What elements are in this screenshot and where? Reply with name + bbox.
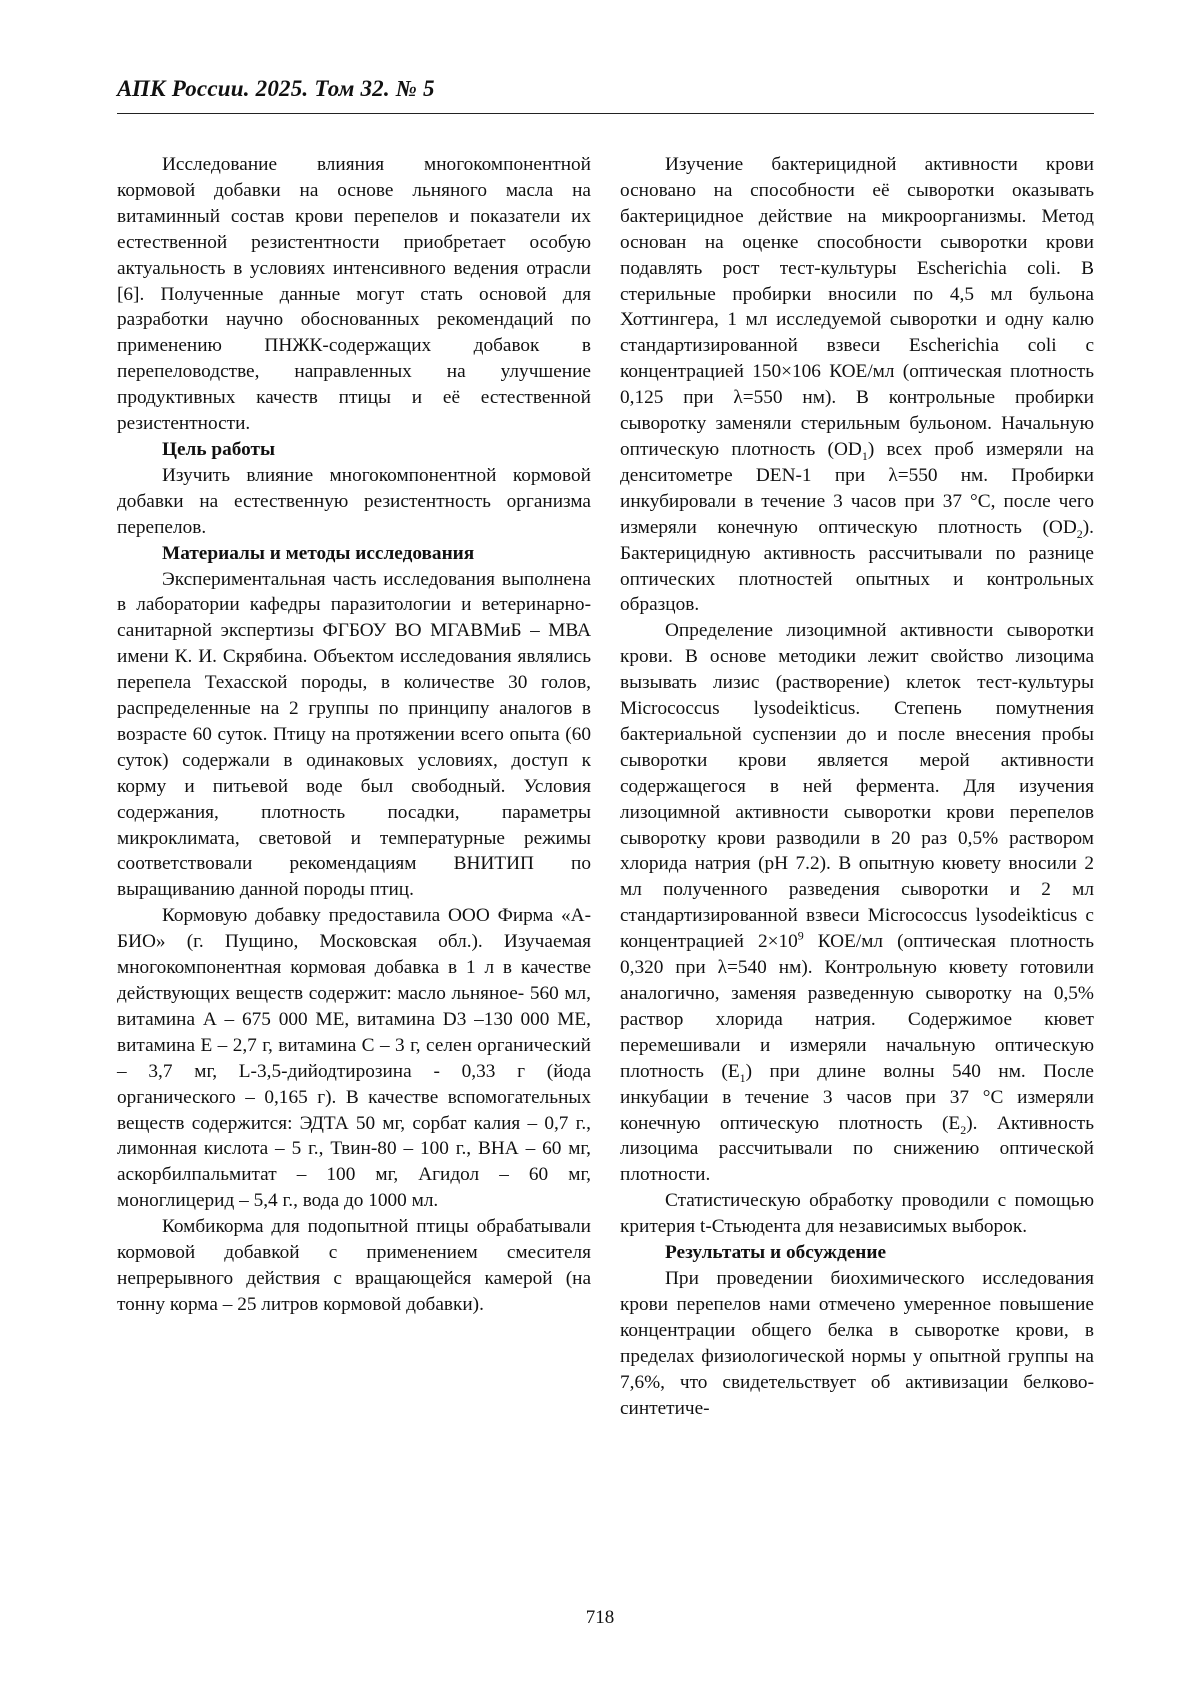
left-column bbox=[117, 152, 591, 1318]
text-span: Определение лизоцимной активности сыворотки крови. В основе методики лежит свойство лизоцима вызывать лизис (растворение) клеток тест-культуры Micrococcus lysodeikticus. Степень помутнения бактериальной суспензии до и после внесения пробы сыворотки крови является мерой активности содержащегося в ней фермента. Для изучения лизоцимной активности сыворотки крови перепелов сыворотку крови разводили в 20 раз 0,5% раствором хлорида натрия (рН 7.2). В опытную кювету вносили 2 мл полученного разведения сыворотки и 2 мл стандартизированной взвеси Micrococcus lysodeikticus с концентрацией 2×10 bbox=[620, 620, 1094, 953]
subscript: 2 bbox=[960, 1122, 967, 1137]
paragraph-results: При проведении биохимического исследования крови перепелов нами отмечено умеренное повышение концентрации общего белка в сыворотке крови, в пределах физиологической нормы у опытной группы на 7,6%, что свидетельствует об активизации белково-синтетиче- bbox=[620, 1267, 1094, 1419]
subscript: 2 bbox=[1076, 526, 1083, 541]
heading-methods: Материалы и методы исследования bbox=[162, 542, 475, 564]
subscript: 1 bbox=[861, 448, 868, 463]
text-span: КОЕ/мл (оптическая плотность 0,320 при λ=540 нм). Контрольную кювету готовили аналогично, заменяя разведенную сыворотку на 0,5% раствор хлорида натрия. Содержимое кювет перемешивали и измеряли начальную оптическую плотность (Е bbox=[620, 931, 1094, 1082]
superscript: 9 bbox=[797, 928, 804, 943]
text-span: ) всех проб измеряли на денситометре DEN-1 при λ=550 нм. Пробирки инкубировали в течение 3 часов при 37 °С, после чего измеряли конечную оптическую плотность (OD bbox=[620, 438, 1094, 538]
paragraph-experiment: Экспериментальная часть исследования выполнена в лаборатории кафедры паразитологии и ветеринарно-санитарной экспертизы ФГБОУ ВО МГАВМиБ – МВА имени К. И. Скрябина. Объектом исследования являлись перепела Техасской породы, в количестве 30 голов, распределенные на 2 группы по принципу аналогов в возрасте 60 суток. Птицу на протяжении всего опыта (60 суток) содержали в одинаковых условиях, доступ к корму и питьевой воде был свободный. Условия содержания, плотность посадки, параметры микроклимата, световой и температурные режимы соответствовали рекомендациям ВНИТИП по выращиванию данной породы птиц. bbox=[117, 568, 591, 901]
subscript: 1 bbox=[739, 1070, 746, 1085]
paragraph-feed: Комбикорма для подопытной птицы обрабатывали кормовой добавкой с применением смесителя непрерывного действия с вращающейся камерой (на тонну корма – 25 литров кормовой добавки). bbox=[117, 1216, 591, 1315]
paragraph-statistics: Статистическую обработку проводили с помощью критерия t-Стьюдента для независимых выборок. bbox=[620, 1190, 1094, 1238]
text-span: ). Бактерицидную активность рассчитывали по разнице оптических плотностей опытных и контрольных образцов. bbox=[620, 516, 1094, 616]
right-column bbox=[620, 152, 1094, 1421]
journal-title: АПК России. 2025. Том 32. № 5 bbox=[117, 76, 435, 101]
heading-results: Результаты и обсуждение bbox=[665, 1242, 887, 1264]
text-span: Изучение бактерицидной активности крови основано на способности её сыворотки оказывать бактерицидное действие на микроорганизмы. Метод основан на оценке способности сыворотки крови подавлять рост тест-культуры Escherichia coli. В стерильные пробирки вносили по 4,5 мл бульона Хоттингера, 1 мл исследуемой сыворотки и одну калю стандартизированной взвеси Escherichia coli с концентрацией 150×106 КОЕ/мл (оптическая плотность 0,125 при λ=550 нм). В контрольные пробирки сыворотку заменяли стерильным бульоном. Начальную оптическую плотность (OD bbox=[620, 154, 1094, 460]
page-number: 718 bbox=[585, 1607, 615, 1628]
text-span: ) при длине волны 540 нм. После инкубации в течение 3 часов при 37 °С измеряли конечную оптическую плотность (Е bbox=[620, 1060, 1094, 1134]
running-header bbox=[117, 76, 1094, 102]
paragraph-goal: Изучить влияние многокомпонентной кормовой добавки на естественную резистентность организма перепелов. bbox=[117, 464, 591, 538]
header-divider bbox=[117, 113, 1094, 114]
paragraph-bactericidal bbox=[620, 152, 1094, 618]
text-span: ). Активность лизоцима рассчитывали по снижению оптической плотности. bbox=[620, 1112, 1094, 1186]
paragraph-intro: Исследование влияния многокомпонентной кормовой добавки на основе льняного масла на витаминный состав крови перепелов и показатели их естественной резистентности приобретает особую актуальность в условиях интенсивного ведения отрасли [6]. Полученные данные могут стать основой для разработки научно обоснованных рекомендаций по применению ПНЖК-содержащих добавок в перепеловодстве, направленных на улучшение продуктивных качеств птицы и её естественной резистентности. bbox=[117, 154, 591, 435]
paragraph-additive: Кормовую добавку предоставила ООО Фирма «А-БИО» (г. Пущино, Московская обл.). Изучаемая многокомпонентная кормовая добавка в 1 л в качестве действующих веществ содержит: масло льняное- 560 мл, витамина А – 675 000 МЕ, витамина D3 –130 000 МЕ, витамина Е – 2,7 г, витамина С – 3 г, селен органический – 3,7 мг, L-3,5-дийодтирозина - 0,33 г (йода органического – 0,165 г). В качестве вспомогательных веществ содержится: ЭДТА 50 мг, сорбат калия – 0,7 г., лимонная кислота – 5 г., Твин-80 – 100 г., ВНА – 60 мг, аскорбилпальмитат – 100 мг, Агидол – 60 мг, моноглицерид – 5,4 г., вода до 1000 мл. bbox=[117, 905, 591, 1212]
paragraph-lysozyme bbox=[620, 618, 1094, 1188]
heading-goal: Цель работы bbox=[162, 438, 276, 460]
